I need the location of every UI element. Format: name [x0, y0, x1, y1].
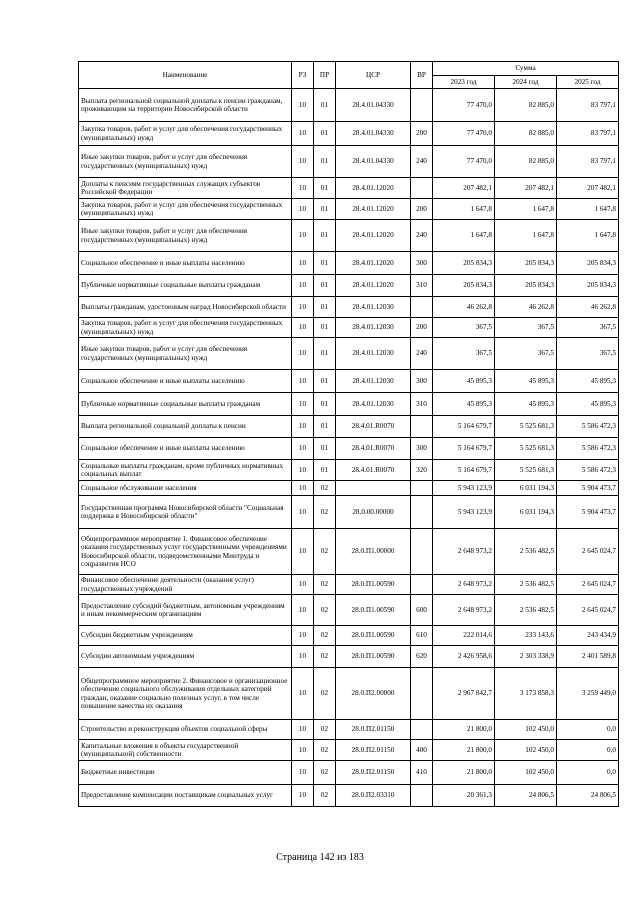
table-row: [79, 220, 619, 252]
cell-name: Общепрограммное мероприятие 2. Финансовое и организационное обеспечение социального обслуживания отдельных категорий граждан, оказание социально полезных услуг, в том числе повышение качества их оказания: [79, 668, 292, 720]
table-row: [79, 740, 619, 761]
cell-v2: 205 834,3: [495, 252, 557, 275]
page-footer: Страница 142 из 183: [276, 852, 364, 863]
cell-pr: 02: [314, 668, 336, 720]
cell-csr: 28.4.01.12030: [336, 338, 411, 370]
table-row: [79, 481, 619, 496]
cell-vr: [411, 496, 433, 529]
cell-v3: 1 647,8: [557, 199, 619, 220]
cell-pr: 01: [314, 122, 336, 146]
cell-v1: 2 426 958,6: [433, 646, 495, 668]
cell-name: Иные закупки товаров, работ и услуг для обеспечения государственных (муниципальных) нужд: [79, 220, 292, 252]
cell-v1: 2 648 973,2: [433, 595, 495, 626]
cell-v2: 102 450,0: [495, 761, 557, 785]
cell-v3: 0,0: [557, 761, 619, 785]
cell-name: Общепрограммное мероприятие 1. Финансовое обеспечение оказания государственных услуг государственными учреждениями Новосибирской области, подведомственными Минтруда и соцразвития НСО: [79, 529, 292, 575]
cell-rz: 10: [292, 740, 314, 761]
cell-v1: 20 361,3: [433, 785, 495, 807]
cell-pr: 01: [314, 416, 336, 438]
cell-v3: 1 647,8: [557, 220, 619, 252]
cell-v3: 207 482,1: [557, 178, 619, 199]
cell-v1: 45 895,3: [433, 370, 495, 393]
cell-v2: 2 303 338,9: [495, 646, 557, 668]
cell-name: Субсидии автономным учреждениям: [79, 646, 292, 668]
cell-vr: 300: [411, 370, 433, 393]
cell-csr: 28.4.01.12020: [336, 178, 411, 199]
cell-name: Социальное обеспечение и иные выплаты населению: [79, 438, 292, 460]
table-row: [79, 297, 619, 318]
cell-rz: 10: [292, 595, 314, 626]
table-row: [79, 761, 619, 785]
cell-csr: 28.4.01.12020: [336, 199, 411, 220]
table-row: [79, 785, 619, 807]
cell-v1: 21 800,0: [433, 761, 495, 785]
cell-csr: 28.0.П1.00590: [336, 595, 411, 626]
cell-csr: 28.0.П2.01150: [336, 761, 411, 785]
cell-name: Выплата региональной социальной доплаты к пенсии гражданам, проживающим на территории Новосибирской области: [79, 89, 292, 122]
cell-v3: 367,5: [557, 338, 619, 370]
cell-csr: 28.4.01.12020: [336, 275, 411, 297]
cell-v2: 5 525 681,3: [495, 438, 557, 460]
cell-v2: 2 536 482,5: [495, 595, 557, 626]
cell-rz: 10: [292, 370, 314, 393]
cell-csr: 28.4.01.R0070: [336, 460, 411, 481]
cell-name: Субсидии бюджетным учреждениям: [79, 626, 292, 646]
table-row: [79, 496, 619, 529]
cell-v3: 2 645 024,7: [557, 575, 619, 595]
cell-v3: 5 904 473,7: [557, 496, 619, 529]
cell-csr: 28.0.00.00000: [336, 496, 411, 529]
cell-pr: 01: [314, 89, 336, 122]
cell-rz: 10: [292, 529, 314, 575]
cell-vr: 320: [411, 460, 433, 481]
table-row: [79, 529, 619, 575]
header-vr: ВР: [411, 62, 433, 89]
cell-v1: 77 470,0: [433, 146, 495, 178]
cell-pr: 02: [314, 496, 336, 529]
cell-v1: 2 967 842,7: [433, 668, 495, 720]
table-row: [79, 416, 619, 438]
cell-v2: 6 031 194,3: [495, 481, 557, 496]
cell-name: Финансовое обеспечение деятельности (оказания услуг) государственных учреждений: [79, 575, 292, 595]
cell-pr: 02: [314, 740, 336, 761]
cell-rz: 10: [292, 146, 314, 178]
cell-v3: 45 895,3: [557, 393, 619, 416]
cell-vr: 200: [411, 122, 433, 146]
header-name: Наименование: [79, 62, 292, 89]
cell-vr: [411, 178, 433, 199]
cell-csr: 28.0.П2.03310: [336, 785, 411, 807]
cell-v1: 367,5: [433, 338, 495, 370]
cell-vr: 200: [411, 318, 433, 338]
cell-rz: 10: [292, 496, 314, 529]
cell-rz: 10: [292, 438, 314, 460]
cell-vr: 240: [411, 338, 433, 370]
cell-v2: 5 525 681,3: [495, 416, 557, 438]
cell-rz: 10: [292, 199, 314, 220]
table-row: [79, 199, 619, 220]
cell-v1: 21 800,0: [433, 720, 495, 740]
table-header: [79, 62, 619, 89]
cell-name: Выплата региональной социальной доплаты к пенсии: [79, 416, 292, 438]
cell-csr: 28.4.01.12030: [336, 393, 411, 416]
cell-csr: 28.4.01.04330: [336, 146, 411, 178]
cell-pr: 01: [314, 460, 336, 481]
cell-rz: 10: [292, 252, 314, 275]
header-year-2025: 2025 год: [557, 76, 619, 89]
cell-vr: 200: [411, 199, 433, 220]
table-row: [79, 338, 619, 370]
cell-rz: 10: [292, 481, 314, 496]
cell-pr: 02: [314, 720, 336, 740]
cell-v1: 5 164 679,7: [433, 460, 495, 481]
cell-v2: 1 647,8: [495, 220, 557, 252]
cell-v1: 5 943 123,9: [433, 496, 495, 529]
cell-vr: [411, 575, 433, 595]
cell-rz: 10: [292, 646, 314, 668]
cell-v2: 45 895,3: [495, 393, 557, 416]
cell-v3: 83 797,1: [557, 89, 619, 122]
cell-rz: 10: [292, 460, 314, 481]
cell-csr: 28.4.01.12030: [336, 318, 411, 338]
header-csr: ЦСР: [336, 62, 411, 89]
cell-v1: 46 262,8: [433, 297, 495, 318]
cell-name: Предоставление субсидий бюджетным, автономным учреждениям и иным некоммерческим организациям: [79, 595, 292, 626]
cell-v3: 2 645 024,7: [557, 595, 619, 626]
cell-csr: 28.4.01.12020: [336, 220, 411, 252]
cell-pr: 02: [314, 761, 336, 785]
cell-name: Социальное обеспечение и иные выплаты населению: [79, 252, 292, 275]
table-row: [79, 252, 619, 275]
cell-v3: 5 586 472,3: [557, 460, 619, 481]
cell-pr: 01: [314, 318, 336, 338]
cell-v1: 367,5: [433, 318, 495, 338]
cell-pr: 01: [314, 275, 336, 297]
cell-pr: 02: [314, 626, 336, 646]
cell-vr: 410: [411, 761, 433, 785]
cell-rz: 10: [292, 220, 314, 252]
cell-pr: 02: [314, 646, 336, 668]
cell-v3: 2 401 589,8: [557, 646, 619, 668]
cell-pr: 01: [314, 438, 336, 460]
table-row: [79, 438, 619, 460]
cell-v3: 83 797,1: [557, 146, 619, 178]
cell-vr: [411, 668, 433, 720]
cell-v3: 5 586 472,3: [557, 438, 619, 460]
cell-v2: 6 031 194,3: [495, 496, 557, 529]
cell-vr: [411, 89, 433, 122]
cell-csr: 28.4.01.12030: [336, 297, 411, 318]
cell-v1: 77 470,0: [433, 89, 495, 122]
cell-v2: 3 173 858,3: [495, 668, 557, 720]
table-row: [79, 146, 619, 178]
table-row: [79, 275, 619, 297]
cell-csr: 28.0.П1.00590: [336, 626, 411, 646]
cell-pr: 02: [314, 785, 336, 807]
cell-rz: 10: [292, 626, 314, 646]
table-row: [79, 575, 619, 595]
cell-v3: 45 895,3: [557, 370, 619, 393]
cell-rz: 10: [292, 338, 314, 370]
table-row: [79, 122, 619, 146]
cell-v1: 5 164 679,7: [433, 416, 495, 438]
cell-name: Публичные нормативные социальные выплаты гражданам: [79, 275, 292, 297]
cell-csr: 28.0.П2.01150: [336, 720, 411, 740]
table-row: [79, 668, 619, 720]
cell-rz: 10: [292, 668, 314, 720]
table-row: [79, 318, 619, 338]
cell-name: Закупка товаров, работ и услуг для обеспечения государственных (муниципальных) нужд: [79, 199, 292, 220]
cell-v1: 222 014,6: [433, 626, 495, 646]
cell-pr: 02: [314, 481, 336, 496]
cell-csr: 28.4.01.R0070: [336, 416, 411, 438]
cell-rz: 10: [292, 575, 314, 595]
cell-v1: 205 834,3: [433, 252, 495, 275]
cell-v2: 1 647,8: [495, 199, 557, 220]
cell-rz: 10: [292, 318, 314, 338]
cell-csr: 28.4.01.12030: [336, 370, 411, 393]
cell-vr: 300: [411, 438, 433, 460]
cell-vr: 620: [411, 646, 433, 668]
cell-v1: 1 647,8: [433, 220, 495, 252]
cell-vr: 610: [411, 626, 433, 646]
cell-pr: 02: [314, 595, 336, 626]
cell-pr: 01: [314, 220, 336, 252]
header-pr: ПР: [314, 62, 336, 89]
cell-v1: 77 470,0: [433, 122, 495, 146]
cell-v3: 24 806,5: [557, 785, 619, 807]
table-row: [79, 460, 619, 481]
cell-csr: 28.4.01.04330: [336, 89, 411, 122]
cell-v3: 0,0: [557, 720, 619, 740]
cell-v1: 2 648 973,2: [433, 529, 495, 575]
cell-name: Предоставление компенсации поставщикам социальных услуг: [79, 785, 292, 807]
cell-pr: 01: [314, 338, 336, 370]
cell-rz: 10: [292, 761, 314, 785]
cell-pr: 01: [314, 297, 336, 318]
cell-rz: 10: [292, 720, 314, 740]
cell-name: Государственная программа Новосибирской области "Социальная поддержка в Новосибирской области": [79, 496, 292, 529]
cell-name: Иные закупки товаров, работ и услуг для обеспечения государственных (муниципальных) нужд: [79, 338, 292, 370]
cell-rz: 10: [292, 275, 314, 297]
table-row: [79, 393, 619, 416]
header-year-2024: 2024 год: [495, 76, 557, 89]
cell-rz: 10: [292, 393, 314, 416]
cell-v2: 24 806,5: [495, 785, 557, 807]
table-row: [79, 595, 619, 626]
cell-vr: 240: [411, 220, 433, 252]
cell-pr: 02: [314, 529, 336, 575]
cell-vr: [411, 785, 433, 807]
cell-v1: 5 164 679,7: [433, 438, 495, 460]
cell-rz: 10: [292, 122, 314, 146]
cell-name: Доплаты к пенсиям государственных служащих субъектов Российской Федерации: [79, 178, 292, 199]
cell-name: Социальные выплаты гражданам, кроме публичных нормативных социальных выплат: [79, 460, 292, 481]
cell-vr: [411, 481, 433, 496]
cell-vr: [411, 529, 433, 575]
cell-v2: 102 450,0: [495, 720, 557, 740]
cell-v2: 45 895,3: [495, 370, 557, 393]
cell-vr: 300: [411, 252, 433, 275]
cell-v3: 0,0: [557, 740, 619, 761]
cell-vr: [411, 297, 433, 318]
cell-v2: 367,5: [495, 318, 557, 338]
cell-csr: 28.4.01.R0070: [336, 438, 411, 460]
cell-v3: 2 645 024,7: [557, 529, 619, 575]
cell-pr: 01: [314, 178, 336, 199]
cell-v2: 82 885,0: [495, 89, 557, 122]
header-year-2023: 2023 год: [433, 76, 495, 89]
cell-vr: [411, 720, 433, 740]
cell-name: Строительство и реконструкция объектов социальной сферы: [79, 720, 292, 740]
cell-v2: 233 143,6: [495, 626, 557, 646]
cell-v2: 102 450,0: [495, 740, 557, 761]
cell-v2: 46 262,8: [495, 297, 557, 318]
cell-csr: 28.4.01.04330: [336, 122, 411, 146]
cell-v2: 2 536 482,5: [495, 529, 557, 575]
cell-vr: 310: [411, 393, 433, 416]
cell-v3: 367,5: [557, 318, 619, 338]
cell-v2: 205 834,3: [495, 275, 557, 297]
cell-v1: 1 647,8: [433, 199, 495, 220]
cell-name: Закупка товаров, работ и услуг для обеспечения государственных (муниципальных) нужд: [79, 122, 292, 146]
cell-csr: 28.0.П1.00000: [336, 529, 411, 575]
cell-name: Капитальные вложения в объекты государственной (муниципальной) собственности: [79, 740, 292, 761]
cell-v1: 205 834,3: [433, 275, 495, 297]
cell-pr: 01: [314, 252, 336, 275]
table-row: [79, 646, 619, 668]
cell-rz: 10: [292, 416, 314, 438]
cell-csr: 28.0.П2.00000: [336, 668, 411, 720]
cell-v2: 367,5: [495, 338, 557, 370]
cell-pr: 01: [314, 370, 336, 393]
cell-v3: 83 797,1: [557, 122, 619, 146]
cell-v2: 207 482,1: [495, 178, 557, 199]
cell-v2: 2 536 482,5: [495, 575, 557, 595]
cell-pr: 01: [314, 393, 336, 416]
cell-csr: 28.0.П1.00590: [336, 575, 411, 595]
cell-csr: 28.4.01.12020: [336, 252, 411, 275]
cell-v1: 5 943 123,9: [433, 481, 495, 496]
cell-vr: 310: [411, 275, 433, 297]
cell-v3: 46 262,8: [557, 297, 619, 318]
cell-v3: 3 259 449,0: [557, 668, 619, 720]
cell-v1: 21 800,0: [433, 740, 495, 761]
cell-v3: 205 834,3: [557, 275, 619, 297]
cell-v1: 2 648 973,2: [433, 575, 495, 595]
cell-v3: 5 904 473,7: [557, 481, 619, 496]
cell-rz: 10: [292, 89, 314, 122]
cell-csr: [336, 481, 411, 496]
cell-v3: 243 434,9: [557, 626, 619, 646]
cell-name: Публичные нормативные социальные выплаты гражданам: [79, 393, 292, 416]
cell-v2: 5 525 681,3: [495, 460, 557, 481]
cell-pr: 01: [314, 146, 336, 178]
cell-vr: 240: [411, 146, 433, 178]
header-rz: РЗ: [292, 62, 314, 89]
cell-pr: 01: [314, 199, 336, 220]
table-row: [79, 370, 619, 393]
budget-table: [78, 61, 619, 807]
table-row: [79, 626, 619, 646]
cell-name: Социальное обслуживание населения: [79, 481, 292, 496]
cell-vr: [411, 416, 433, 438]
cell-v1: 45 895,3: [433, 393, 495, 416]
cell-csr: 28.0.П1.00590: [336, 646, 411, 668]
cell-name: Социальное обеспечение и иные выплаты населению: [79, 370, 292, 393]
cell-v3: 205 834,3: [557, 252, 619, 275]
cell-name: Иные закупки товаров, работ и услуг для обеспечения государственных (муниципальных) нужд: [79, 146, 292, 178]
cell-csr: 28.0.П2.01150: [336, 740, 411, 761]
cell-v3: 5 586 472,3: [557, 416, 619, 438]
cell-pr: 02: [314, 575, 336, 595]
cell-rz: 10: [292, 178, 314, 199]
table-body: [79, 89, 619, 807]
header-sum: Сумма: [433, 62, 619, 76]
cell-v1: 207 482,1: [433, 178, 495, 199]
cell-v2: 82 885,0: [495, 146, 557, 178]
cell-name: Бюджетные инвестиции: [79, 761, 292, 785]
cell-vr: 400: [411, 740, 433, 761]
cell-rz: 10: [292, 785, 314, 807]
table-row: [79, 720, 619, 740]
cell-rz: 10: [292, 297, 314, 318]
cell-name: Закупка товаров, работ и услуг для обеспечения государственных (муниципальных) нужд: [79, 318, 292, 338]
cell-name: Выплаты гражданам, удостоенным наград Новосибирской области: [79, 297, 292, 318]
cell-v2: 82 885,0: [495, 122, 557, 146]
table-row: [79, 89, 619, 122]
cell-vr: 600: [411, 595, 433, 626]
table-row: [79, 178, 619, 199]
